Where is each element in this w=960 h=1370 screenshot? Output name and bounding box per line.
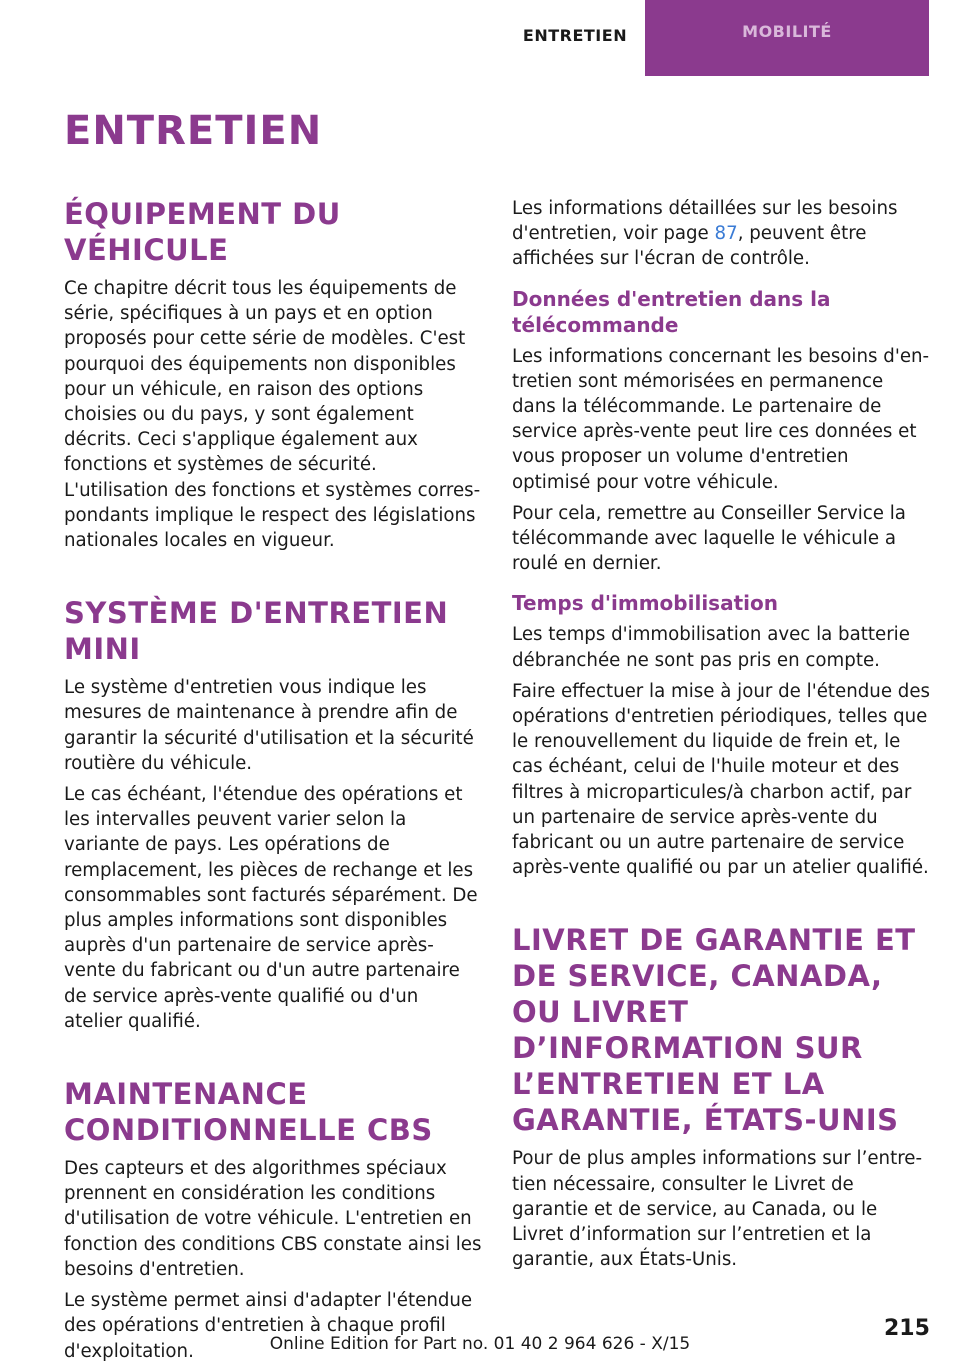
- tab-mobilite[interactable]: [645, 0, 929, 76]
- tab-entretien-label: ENTRETIEN: [522, 26, 628, 45]
- intro-text-after: , peuvent être affichées sur l'écran de contrôle.: [512, 223, 867, 270]
- paragraph: Le cas échéant, l'étendue des opérations et les intervalles peuvent varier selon la variante de pays. Les opérations de remplacement, les pièces de rechange et les consommables sont facturés séparément. De plus amples informations sont disponibles auprès d'un partenaire de service après-vente du fabricant ou d'un autre partenaire de service après-vente qualifié ou d'un atelier qualifié.: [64, 784, 478, 1032]
- paragraph: Des capteurs et des algorithmes spéciaux prennent en considération les conditions d'utilisation de votre véhicule. L'entretien en fonction des conditions CBS constate ainsi les besoins d'entretien.: [64, 1158, 482, 1280]
- paragraph: Les temps d'immobilisation avec la batterie débranchée ne sont pas pris en compte.: [512, 624, 910, 671]
- right-column: [512, 196, 930, 1278]
- subsection-title-telecommande: Données d'entretien dans la télécommande: [512, 286, 831, 337]
- paragraph: Le système permet ainsi d'adapter l'étendue des opérations d'entretien à chaque profil d'exploitation.: [64, 1290, 473, 1362]
- page-number: 215: [884, 1316, 930, 1341]
- section-title-equipement: ÉQUIPEMENT DU VÉHICULE: [64, 197, 341, 267]
- section-title-cbs: MAINTENANCE CONDITIONNELLE CBS: [64, 1077, 433, 1148]
- paragraph-intro: [512, 196, 930, 272]
- tab-mobilite-label: MOBILITÉ: [742, 22, 832, 41]
- footer-edition: Online Edition for Part no. 01 40 2 964 626 - X/15: [269, 1334, 691, 1354]
- paragraph: Les informations concernant les besoins d'entretien sont mémorisées en permanence dans la télécommande. Le partenaire de service après-vente peut lire ces données et vous proposer un volume d'entretien optimisé pour votre véhicule.: [512, 345, 930, 493]
- subsection-title-immobilisation: Temps d'immobilisation: [512, 591, 778, 616]
- intro-text-before: Les informations détaillées sur les besoins d'entretien, voir page: [512, 198, 898, 245]
- page-reference-link[interactable]: 87: [714, 223, 738, 245]
- paragraph: Le système d'entretien vous indique les mesures de maintenance à prendre afin de garantir la sécurité d'utilisation et la sécurité routière du véhicule.: [64, 677, 474, 774]
- paragraph: Pour de plus amples informations sur l’entretien nécessaire, consulter le Livret de garantie et de service, au Canada, ou le Livret d’information sur l’entretien et la garantie, aux États-Unis.: [512, 1148, 923, 1271]
- section-title-livret: LIVRET DE GARANTIE ET DE SERVICE, CANADA, OU LIVRET D’INFORMATION SUR L’ENTRETIEN ET LA GARANTIE, ÉTATS-UNIS: [512, 923, 916, 1138]
- paragraph: Faire effectuer la mise à jour de l'étendue des opérations d'entretien périodiques, telles que le renouvellement du liquide de frein et, le cas échéant, celui de l'huile moteur et des filtres à microparticules/à charbon actif, par un partenaire de service après-vente du fabricant ou un autre partenaire de service après-vente qualifié ou par un atelier qualifié.: [512, 680, 931, 879]
- section-title-systeme: SYSTÈME D'ENTRETIEN MINI: [64, 596, 449, 667]
- paragraph: Pour cela, remettre au Conseiller Service la télécommande avec laquelle le véhicule a roulé en dernier.: [512, 502, 906, 575]
- page-title: ENTRETIEN: [64, 108, 323, 154]
- tab-entretien[interactable]: [508, 0, 642, 72]
- left-column: [64, 196, 482, 1370]
- paragraph: Ce chapitre décrit tous les équipements de série, spécifiques à un pays et en option proposés pour cette série de modèles. C'est pourquoi des équipements non disponibles pour un véhicule, en raison des options choisies ou du pays, y sont également décrits. Ceci s'applique également aux fonctions et systèmes de sécurité. L'utilisation des fonctions et systèmes correspondants implique le respect des législations nationales locales en vigueur.: [64, 278, 481, 552]
